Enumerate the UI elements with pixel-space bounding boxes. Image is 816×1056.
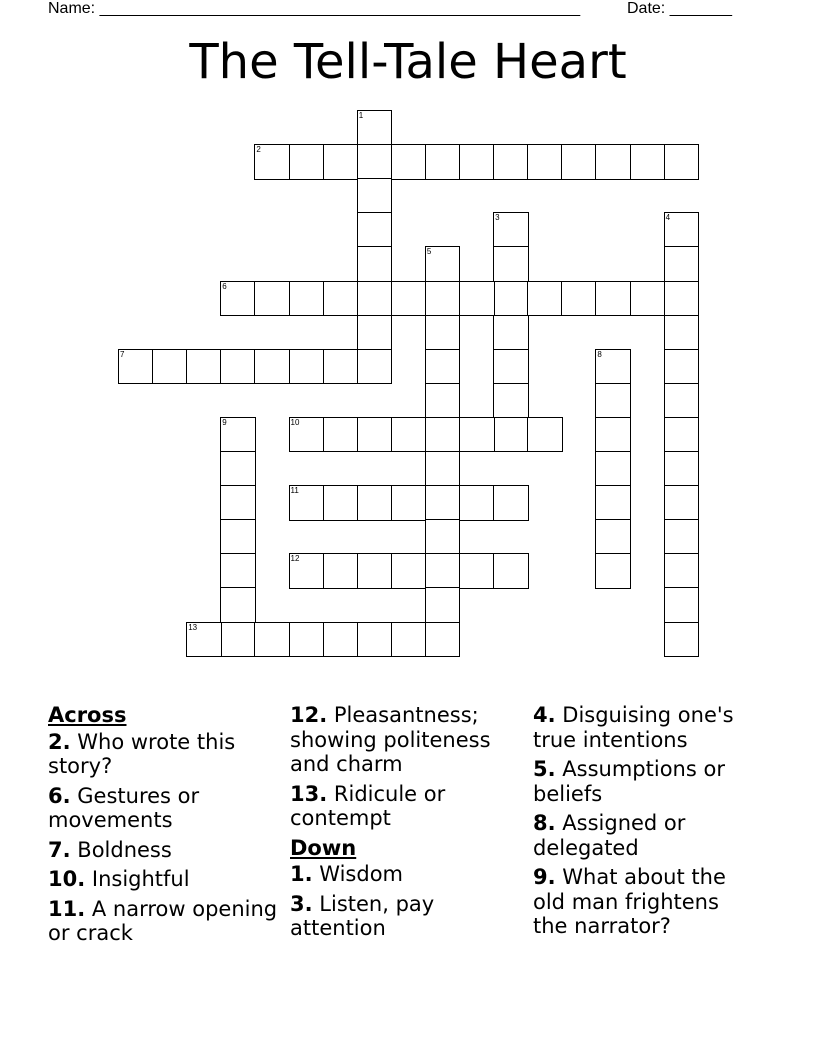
grid-cell[interactable] bbox=[357, 349, 393, 385]
grid-cell[interactable] bbox=[357, 315, 393, 351]
grid-cell[interactable] bbox=[289, 417, 325, 453]
grid-cell[interactable] bbox=[664, 519, 700, 555]
grid-cell[interactable] bbox=[289, 144, 325, 180]
grid-cell[interactable] bbox=[357, 417, 393, 453]
clue-text: Pleasantness; showing politeness and charm bbox=[290, 703, 491, 776]
clue-down-4 bbox=[533, 703, 748, 752]
cell-number: 9 bbox=[222, 417, 227, 427]
clue-number: 4. bbox=[533, 703, 556, 727]
cell-number: 8 bbox=[597, 349, 602, 359]
grid-cell[interactable] bbox=[323, 553, 359, 589]
grid-cell[interactable] bbox=[323, 485, 359, 521]
grid-cell[interactable] bbox=[391, 417, 427, 453]
cell-number: 5 bbox=[426, 247, 432, 257]
grid-cell[interactable] bbox=[254, 622, 290, 658]
clues-column-1 bbox=[48, 703, 278, 951]
grid-cell[interactable] bbox=[357, 485, 393, 521]
grid-cell[interactable] bbox=[664, 553, 700, 589]
grid-cell[interactable] bbox=[323, 144, 359, 180]
clue-text: Disguising one's true intentions bbox=[533, 703, 734, 752]
cell-number: 13 bbox=[188, 622, 198, 632]
grid-cell[interactable] bbox=[595, 451, 631, 487]
date-field[interactable]: Date: _______ bbox=[627, 0, 732, 17]
grid-cell[interactable] bbox=[459, 553, 495, 589]
clue-down-1 bbox=[290, 862, 515, 887]
clues-column-3 bbox=[533, 703, 748, 944]
clue-text: Assigned or delegated bbox=[533, 811, 686, 860]
cell-number: 10 bbox=[290, 417, 300, 427]
grid-cell[interactable] bbox=[527, 281, 563, 317]
grid-cell[interactable] bbox=[220, 281, 256, 317]
grid-cell[interactable] bbox=[493, 315, 529, 351]
clue-text: Wisdom bbox=[319, 862, 403, 886]
clue-across-13 bbox=[290, 782, 515, 831]
clue-text: Listen, pay attention bbox=[290, 891, 435, 940]
clue-number: 1. bbox=[290, 862, 313, 886]
grid-cell[interactable] bbox=[425, 553, 461, 589]
grid-cell[interactable] bbox=[664, 246, 700, 282]
grid-cell[interactable] bbox=[186, 349, 222, 385]
clue-number: 2. bbox=[48, 729, 71, 754]
grid-cell[interactable] bbox=[630, 281, 666, 317]
grid-cell[interactable] bbox=[425, 417, 461, 453]
name-field[interactable]: Name: ______________________________________________________ bbox=[48, 0, 581, 17]
grid-cell[interactable] bbox=[323, 349, 359, 385]
cell-number: 2 bbox=[256, 145, 261, 155]
grid-cell[interactable] bbox=[425, 315, 461, 351]
cell-number: 3 bbox=[495, 213, 500, 223]
grid-cell[interactable] bbox=[289, 281, 325, 317]
grid-cell[interactable] bbox=[425, 485, 461, 521]
grid-cell[interactable] bbox=[289, 553, 325, 589]
grid-cell[interactable] bbox=[493, 349, 529, 385]
grid-cell[interactable] bbox=[664, 485, 700, 521]
clue-across-2 bbox=[48, 730, 278, 779]
grid-cell[interactable] bbox=[493, 553, 529, 589]
grid-cell[interactable] bbox=[220, 417, 256, 453]
clue-number: 8. bbox=[533, 811, 556, 835]
grid-cell[interactable] bbox=[425, 451, 461, 487]
grid-cell[interactable] bbox=[220, 349, 256, 385]
grid-cell[interactable] bbox=[595, 349, 631, 385]
clue-across-6 bbox=[48, 784, 278, 833]
grid-cell[interactable] bbox=[493, 383, 529, 419]
grid-cell[interactable] bbox=[664, 417, 700, 453]
grid-cell[interactable] bbox=[425, 587, 461, 623]
clue-number: 7. bbox=[48, 837, 71, 862]
grid-cell[interactable] bbox=[595, 281, 631, 317]
grid-cell[interactable] bbox=[595, 485, 631, 521]
clue-down-9 bbox=[533, 865, 748, 939]
grid-cell[interactable] bbox=[425, 349, 461, 385]
grid-cell[interactable] bbox=[527, 417, 563, 453]
clue-across-7 bbox=[48, 838, 278, 863]
grid-cell[interactable] bbox=[289, 349, 325, 385]
clue-text: Who wrote this story? bbox=[48, 729, 236, 778]
grid-cell[interactable] bbox=[664, 212, 700, 248]
clue-text: A narrow opening or crack bbox=[48, 896, 278, 945]
grid-cell[interactable] bbox=[459, 144, 495, 180]
grid-cell[interactable] bbox=[220, 587, 256, 623]
grid-cell[interactable] bbox=[493, 485, 529, 521]
grid-cell[interactable] bbox=[323, 622, 359, 658]
grid-cell[interactable] bbox=[186, 622, 222, 658]
clue-down-8 bbox=[533, 811, 748, 860]
grid-cell[interactable] bbox=[254, 281, 290, 317]
grid-cell[interactable] bbox=[357, 622, 393, 658]
grid-cell[interactable] bbox=[254, 144, 290, 180]
grid-cell[interactable] bbox=[493, 246, 529, 282]
grid-cell[interactable] bbox=[459, 417, 495, 453]
grid-cell[interactable] bbox=[323, 281, 359, 317]
grid-cell[interactable] bbox=[357, 110, 393, 146]
grid-cell[interactable] bbox=[220, 622, 256, 658]
grid-cell[interactable] bbox=[289, 485, 325, 521]
grid-cell[interactable] bbox=[664, 315, 700, 351]
grid-cell[interactable] bbox=[595, 417, 631, 453]
grid-cell[interactable] bbox=[357, 246, 393, 282]
clue-text: Insightful bbox=[91, 867, 190, 891]
grid-cell[interactable] bbox=[595, 553, 631, 589]
clue-across-12 bbox=[290, 703, 515, 777]
grid-cell[interactable] bbox=[425, 622, 461, 658]
clue-number: 11. bbox=[48, 896, 86, 921]
grid-cell[interactable] bbox=[630, 144, 666, 180]
clue-text: Ridicule or contempt bbox=[290, 781, 446, 830]
cell-number: 7 bbox=[120, 349, 125, 359]
grid-cell[interactable] bbox=[220, 553, 256, 589]
grid-cell[interactable] bbox=[664, 144, 700, 180]
cell-number: 12 bbox=[290, 554, 300, 564]
grid-cell[interactable] bbox=[391, 622, 427, 658]
grid-cell[interactable] bbox=[118, 349, 154, 385]
clue-down-5 bbox=[533, 757, 748, 806]
grid-cell[interactable] bbox=[220, 451, 256, 487]
grid-cell[interactable] bbox=[664, 349, 700, 385]
grid-cell[interactable] bbox=[459, 485, 495, 521]
grid-cell[interactable] bbox=[391, 144, 427, 180]
grid-cell[interactable] bbox=[357, 553, 393, 589]
grid-cell[interactable] bbox=[152, 349, 188, 385]
cell-number: 11 bbox=[290, 486, 299, 496]
grid-cell[interactable] bbox=[425, 144, 461, 180]
grid-cell[interactable] bbox=[459, 281, 495, 317]
clue-number: 9. bbox=[533, 865, 556, 889]
grid-cell[interactable] bbox=[425, 246, 461, 282]
grid-cell[interactable] bbox=[493, 144, 529, 180]
grid-cell[interactable] bbox=[595, 144, 631, 180]
grid-cell[interactable] bbox=[289, 622, 325, 658]
grid-cell[interactable] bbox=[357, 178, 393, 214]
grid-cell[interactable] bbox=[561, 281, 597, 317]
grid-cell[interactable] bbox=[254, 349, 290, 385]
cell-number: 1 bbox=[358, 111, 364, 120]
grid-cell[interactable] bbox=[391, 281, 427, 317]
grid-cell[interactable] bbox=[391, 485, 427, 521]
clue-across-10 bbox=[48, 867, 278, 892]
cell-number: 6 bbox=[222, 281, 227, 291]
cell-number: 4 bbox=[665, 213, 671, 223]
grid-cell[interactable] bbox=[664, 587, 700, 623]
clue-down-3 bbox=[290, 892, 515, 941]
grid-cell[interactable] bbox=[493, 281, 529, 317]
grid-cell[interactable] bbox=[323, 417, 359, 453]
clue-number: 5. bbox=[533, 757, 556, 781]
down-heading: Down bbox=[290, 835, 357, 860]
grid-cell[interactable] bbox=[425, 281, 461, 317]
grid-cell[interactable] bbox=[664, 622, 700, 658]
grid-cell[interactable] bbox=[561, 144, 597, 180]
clue-text: Gestures or movements bbox=[48, 783, 200, 832]
clue-text: Boldness bbox=[77, 837, 172, 862]
grid-cell[interactable] bbox=[595, 383, 631, 419]
grid-cell[interactable] bbox=[357, 281, 393, 317]
grid-cell[interactable] bbox=[664, 281, 700, 317]
clues-column-2 bbox=[290, 703, 515, 946]
clue-text: What about the old man frightens the narrator? bbox=[533, 865, 726, 938]
grid-cell[interactable] bbox=[220, 519, 256, 555]
grid-cell[interactable] bbox=[425, 383, 461, 419]
grid-cell[interactable] bbox=[664, 451, 700, 487]
grid-cell[interactable] bbox=[357, 144, 393, 180]
grid-cell[interactable] bbox=[527, 144, 563, 180]
clue-number: 12. bbox=[290, 703, 328, 727]
across-heading: Across bbox=[48, 703, 127, 727]
grid-cell[interactable] bbox=[425, 519, 461, 555]
clue-number: 6. bbox=[48, 783, 71, 808]
grid-cell[interactable] bbox=[493, 212, 529, 248]
grid-cell[interactable] bbox=[220, 485, 256, 521]
clue-across-11 bbox=[48, 897, 278, 946]
clue-number: 10. bbox=[48, 867, 86, 891]
page-title: The Tell-Tale Heart bbox=[189, 34, 627, 90]
clue-number: 13. bbox=[290, 781, 328, 806]
grid-cell[interactable] bbox=[595, 519, 631, 555]
grid-cell[interactable] bbox=[357, 212, 393, 248]
clue-text: Assumptions or beliefs bbox=[533, 757, 725, 806]
grid-cell[interactable] bbox=[391, 553, 427, 589]
clue-number: 3. bbox=[290, 891, 313, 916]
grid-cell[interactable] bbox=[664, 383, 700, 419]
grid-cell[interactable] bbox=[493, 417, 529, 453]
